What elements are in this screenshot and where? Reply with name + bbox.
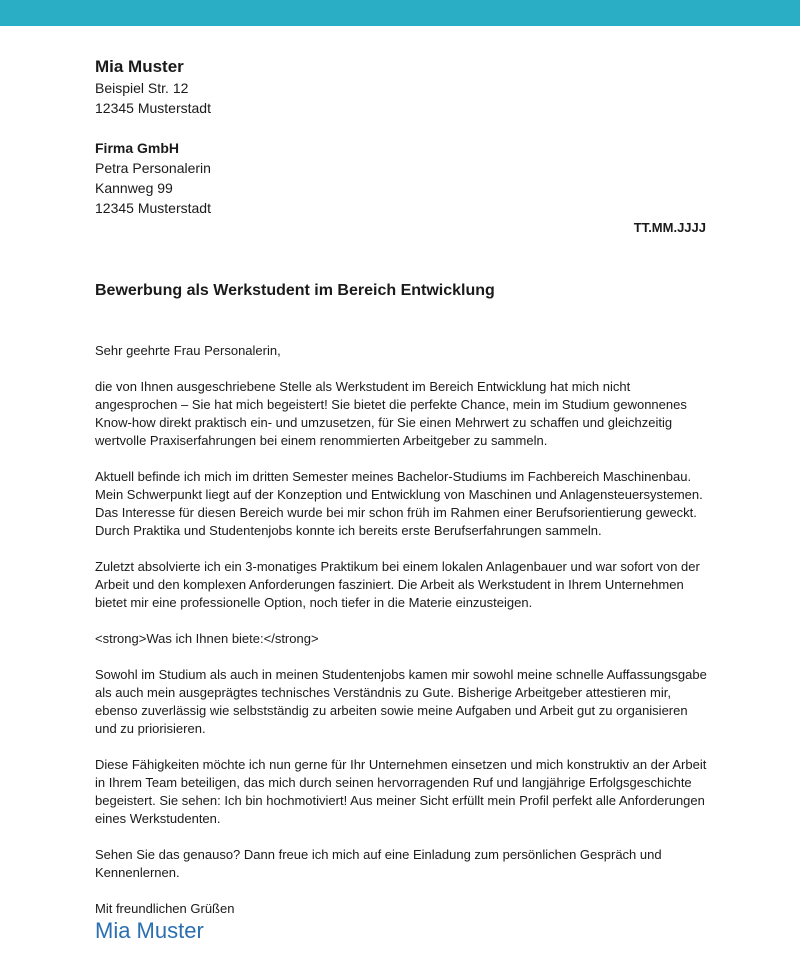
signature: Mia Muster	[95, 918, 204, 943]
recipient-street: Kannweg 99	[95, 180, 173, 196]
closing-phrase: Mit freundlichen Grüßen	[95, 901, 235, 916]
sender-city: 12345 Musterstadt	[95, 100, 211, 116]
body-paragraph: Sehen Sie das genauso? Dann freue ich mich auf eine Einladung zum persönlichen Gespräch und Kennenlernen.	[95, 847, 662, 880]
sender-street: Beispiel Str. 12	[95, 80, 189, 96]
recipient-company: Firma GmbH	[95, 140, 180, 156]
recipient-person: Petra Personalerin	[95, 160, 211, 176]
body-paragraph: Zuletzt absolvierte ich ein 3-monatiges Praktikum bei einem lokalen Anlagenbauer und war sofort von der Arbeit und den komplexen Anforderungen fasziniert. Die Arbeit als Werkstudent in Ihrem Unternehmen bietet mir eine professionelle Option, noch tiefer in die Materie einzusteigen.	[95, 559, 700, 610]
letter-date: TT.MM.JJJJ	[633, 220, 706, 235]
recipient-block	[95, 138, 710, 218]
letter-page	[95, 56, 710, 944]
letter-subject: Bewerbung als Werkstudent im Bereich Entwicklung	[95, 282, 495, 299]
sender-block	[95, 56, 710, 118]
recipient-city: 12345 Musterstadt	[95, 200, 211, 216]
section-heading-raw: <strong>Was ich Ihnen biete:</strong>	[95, 631, 319, 646]
body-paragraph: Aktuell befinde ich mich im dritten Semester meines Bachelor-Studiums im Fachbereich Maschinenbau. Mein Schwerpunkt liegt auf der Konzeption und Entwicklung von Maschinen und Anlagensteuersystemen. Das Interesse für diesen Bereich wurde bei mir schon früh im Rahmen einer Berufsorientierung geweckt. Durch Praktika und Studentenjobs konnte ich bereits erste Berufserfahrungen sammeln.	[95, 469, 703, 538]
sender-name: Mia Muster	[95, 57, 184, 76]
body-paragraph: die von Ihnen ausgeschriebene Stelle als Werkstudent im Bereich Entwicklung hat mich nicht angesprochen – Sie hat mich begeistert! Sie bietet die perfekte Chance, mein im Studium gewonnenes Know-how direkt praktisch ein- und umzusetzen, für Sie einen Mehrwert zu schaffen und gleichzeitig wertvolle Praxiserfahrungen bei einem renommierten Arbeitgeber zu sammeln.	[95, 379, 687, 448]
salutation: Sehr geehrte Frau Personalerin,	[95, 343, 281, 358]
top-accent-bar	[0, 0, 800, 26]
body-paragraph: Sowohl im Studium als auch in meinen Studentenjobs kamen mir sowohl meine schnelle Auffassungsgabe als auch mein ausgeprägtes technisches Verständnis zu Gute. Bisherige Arbeitgeber attestieren mir, ebenso zuverlässig wie selbstständig zu arbeiten sowie meine Aufgaben und Arbeit gut zu organisieren und zu priorisieren.	[95, 667, 707, 736]
body-paragraph: Diese Fähigkeiten möchte ich nun gerne für Ihr Unternehmen einsetzen und mich konstruktiv an der Arbeit in Ihrem Team beteiligen, das mich durch seinen hervorragenden Ruf und langjährige Erfolgsgeschichte begeistert. Sie sehen: Ich bin hochmotiviert! Aus meiner Sicht erfüllt mein Profil perfekt alle Anforderungen eines Werkstudenten.	[95, 757, 707, 826]
